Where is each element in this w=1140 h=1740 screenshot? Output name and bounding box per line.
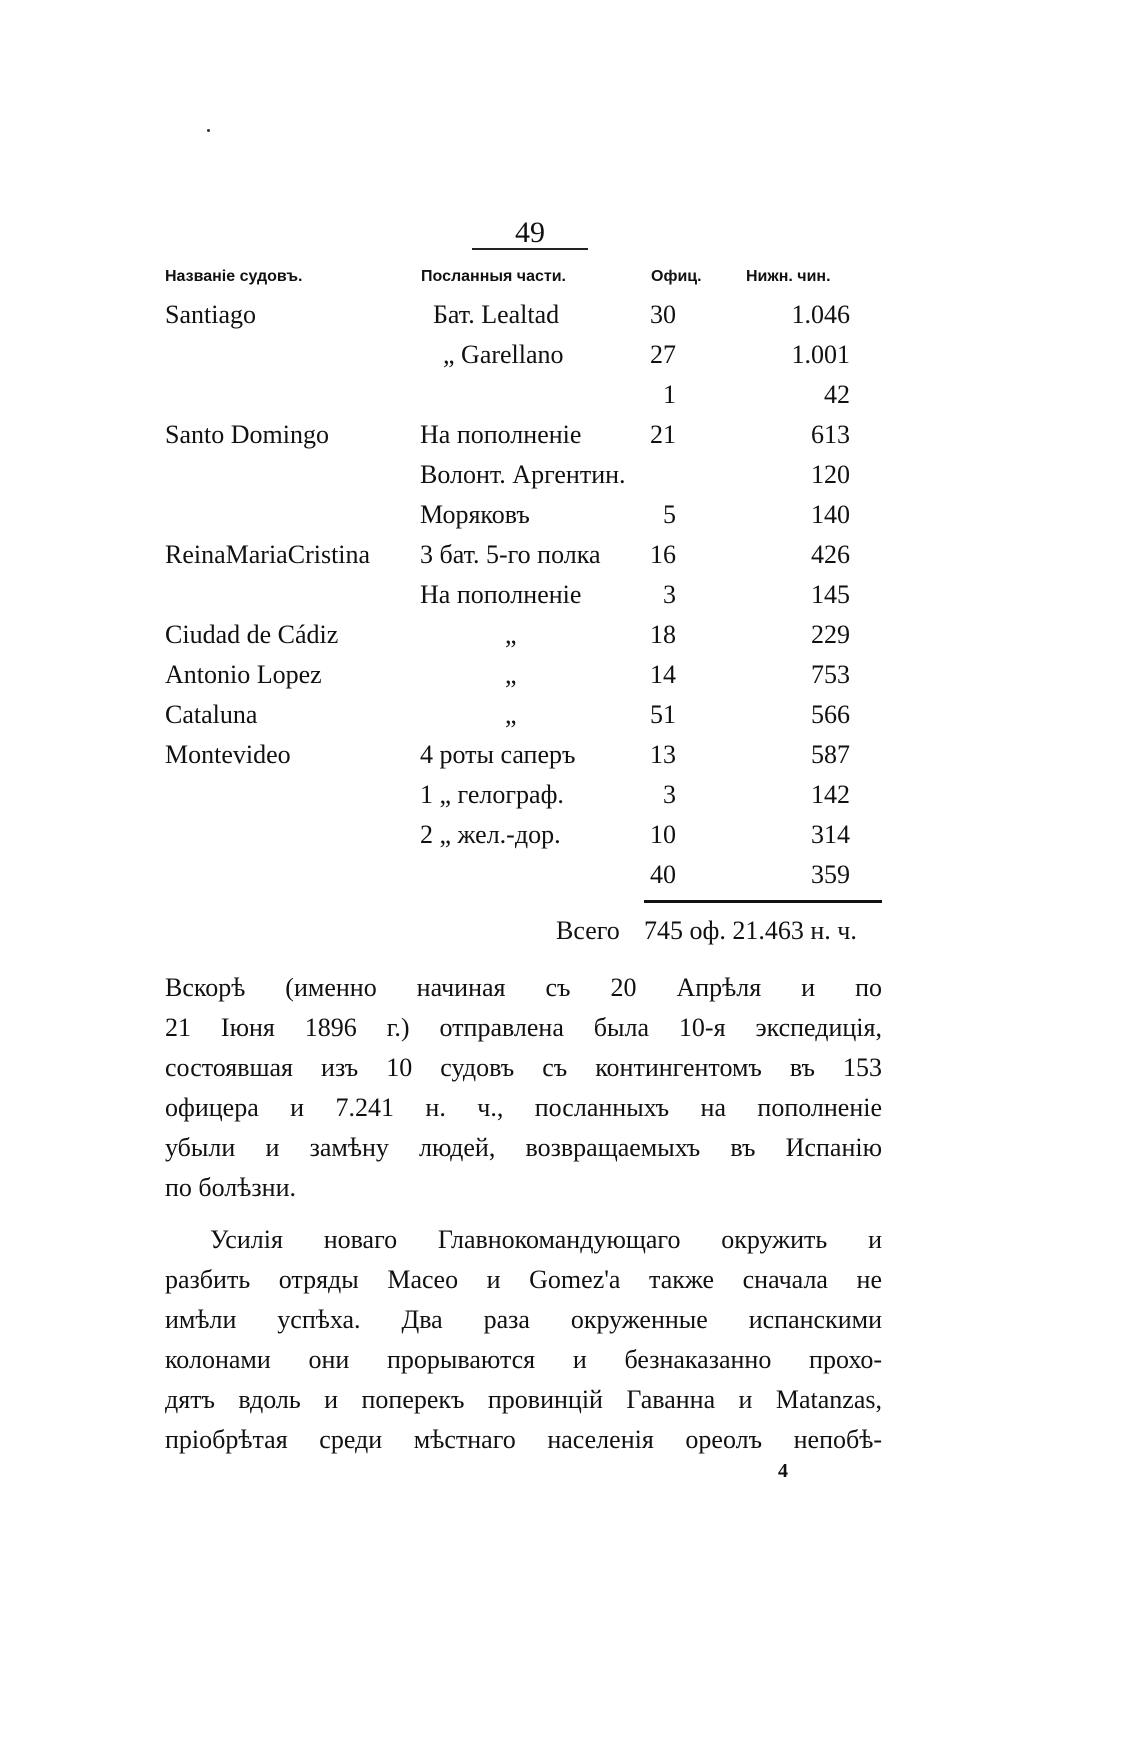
- unit-name: Бат. Lealtad: [433, 300, 560, 329]
- officers-count: 30: [650, 300, 676, 329]
- table-row: [160, 420, 895, 460]
- table-row: [160, 780, 895, 820]
- paragraph-line: убыли и замѣну людей, возвращаемыхъ въ Испанію: [165, 1133, 882, 1162]
- men-count: 229: [811, 620, 850, 649]
- paragraph-line: по болѣзни.: [165, 1173, 296, 1202]
- men-count: 566: [811, 700, 850, 729]
- men-count: 753: [811, 660, 850, 689]
- table-row: [160, 380, 895, 420]
- men-count: 1.046: [791, 300, 850, 329]
- table-row: [160, 620, 895, 660]
- unit-name: Волонт. Аргентин.: [420, 460, 626, 489]
- vessel-name: Ciudad de Cádiz: [165, 620, 339, 649]
- table-row: [160, 740, 895, 780]
- officers-count: 14: [650, 660, 676, 689]
- paragraph-line: Усилія новаго Главнокомандующаго окружить и: [210, 1225, 882, 1254]
- men-count: 145: [811, 580, 850, 609]
- men-count: 140: [811, 500, 850, 529]
- table-row: [160, 820, 895, 860]
- page-number-rule: [472, 248, 588, 250]
- paragraph-line: состоявшая изъ 10 судовъ съ контингентомъ въ 153: [165, 1053, 882, 1082]
- paragraph-line: разбить отряды Maceo и Gomez'а также сначала не: [165, 1265, 882, 1294]
- page-number: 49: [515, 216, 545, 249]
- paragraph-line: пріобрѣтая среди мѣстнаго населенія ореолъ непобѣ-: [165, 1425, 882, 1454]
- men-count: 42: [824, 380, 850, 409]
- paragraph-line: дятъ вдоль и поперекъ провинцій Гаванна и Matanzas,: [165, 1385, 882, 1414]
- speck-mark: [207, 129, 210, 132]
- unit-name: 2 „ жел.-дор.: [420, 820, 561, 849]
- vessel-name: Santiago: [165, 300, 256, 329]
- table-row: [160, 700, 895, 740]
- table-row: [160, 660, 895, 700]
- men-count: 120: [811, 460, 850, 489]
- officers-count: 16: [650, 540, 676, 569]
- officers-count: 18: [650, 620, 676, 649]
- officers-count: 3: [663, 780, 676, 809]
- unit-name: 3 бат. 5-го полка: [420, 540, 601, 569]
- vessel-name: ReinaMariaCristina: [165, 540, 371, 569]
- header-officers: Офиц.: [651, 268, 702, 285]
- officers-count: 5: [663, 500, 676, 529]
- sum-rule: [644, 900, 882, 903]
- paragraph-2: [165, 1220, 882, 1460]
- men-count: 613: [811, 420, 850, 449]
- unit-name: 4 роты саперъ: [420, 740, 576, 769]
- officers-count: 1: [663, 380, 676, 409]
- paragraph-line: имѣли успѣха. Два раза окруженные испанскими: [165, 1305, 882, 1334]
- men-count: 142: [811, 780, 850, 809]
- men-count: 426: [811, 540, 850, 569]
- header-units: Посланныя части.: [421, 268, 566, 285]
- table-row: [160, 340, 895, 380]
- unit-name: Моряковъ: [420, 500, 530, 529]
- signature-mark: 4: [778, 1460, 788, 1482]
- unit-name: 1 „ гелограф.: [420, 780, 564, 809]
- unit-name: На пополненіе: [420, 580, 582, 609]
- men-count: 587: [811, 740, 850, 769]
- paragraph-line: Вскорѣ (именно начиная съ 20 Апрѣля и по: [165, 973, 882, 1002]
- unit-ditto: „: [505, 620, 517, 649]
- unit-name: На пополненіе: [420, 420, 582, 449]
- table-row: [160, 580, 895, 620]
- table-row: [160, 500, 895, 540]
- unit-ditto: „: [505, 700, 517, 729]
- vessel-name: Montevideo: [165, 740, 291, 769]
- paragraph-line: офицера и 7.241 н. ч., посланныхъ на пополненіе: [165, 1093, 882, 1122]
- unit-ditto: „: [505, 660, 517, 689]
- vessel-name: Antonio Lopez: [165, 660, 322, 689]
- paragraph-1: [165, 968, 882, 1208]
- vessel-name: Cataluna: [165, 700, 258, 729]
- paragraph-line: колонами они прорываются и безнаказанно прохо-: [165, 1345, 882, 1374]
- officers-count: 13: [650, 740, 676, 769]
- total-label: Всего: [556, 916, 620, 945]
- vessel-name: Santo Domingo: [165, 420, 329, 449]
- men-count: 359: [811, 860, 850, 889]
- officers-count: 10: [650, 820, 676, 849]
- table-row: [160, 860, 895, 900]
- officers-count: 51: [650, 700, 676, 729]
- officers-count: 40: [650, 860, 676, 889]
- table-row: [160, 460, 895, 500]
- paragraph-line: 21 Іюня 1896 г.) отправлена была 10-я экспедиція,: [165, 1013, 882, 1042]
- officers-count: 21: [650, 420, 676, 449]
- header-vessel: Названіе судовъ.: [165, 268, 303, 285]
- men-count: 1.001: [791, 340, 850, 369]
- table-row: [160, 540, 895, 580]
- unit-name: „ Garellano: [443, 340, 564, 369]
- men-count: 314: [811, 820, 850, 849]
- officers-count: 27: [650, 340, 676, 369]
- officers-count: 3: [663, 580, 676, 609]
- total-value: 745 оф. 21.463 н. ч.: [644, 916, 857, 945]
- header-lower-ranks: Нижн. чин.: [746, 268, 831, 285]
- table-row: [160, 300, 895, 340]
